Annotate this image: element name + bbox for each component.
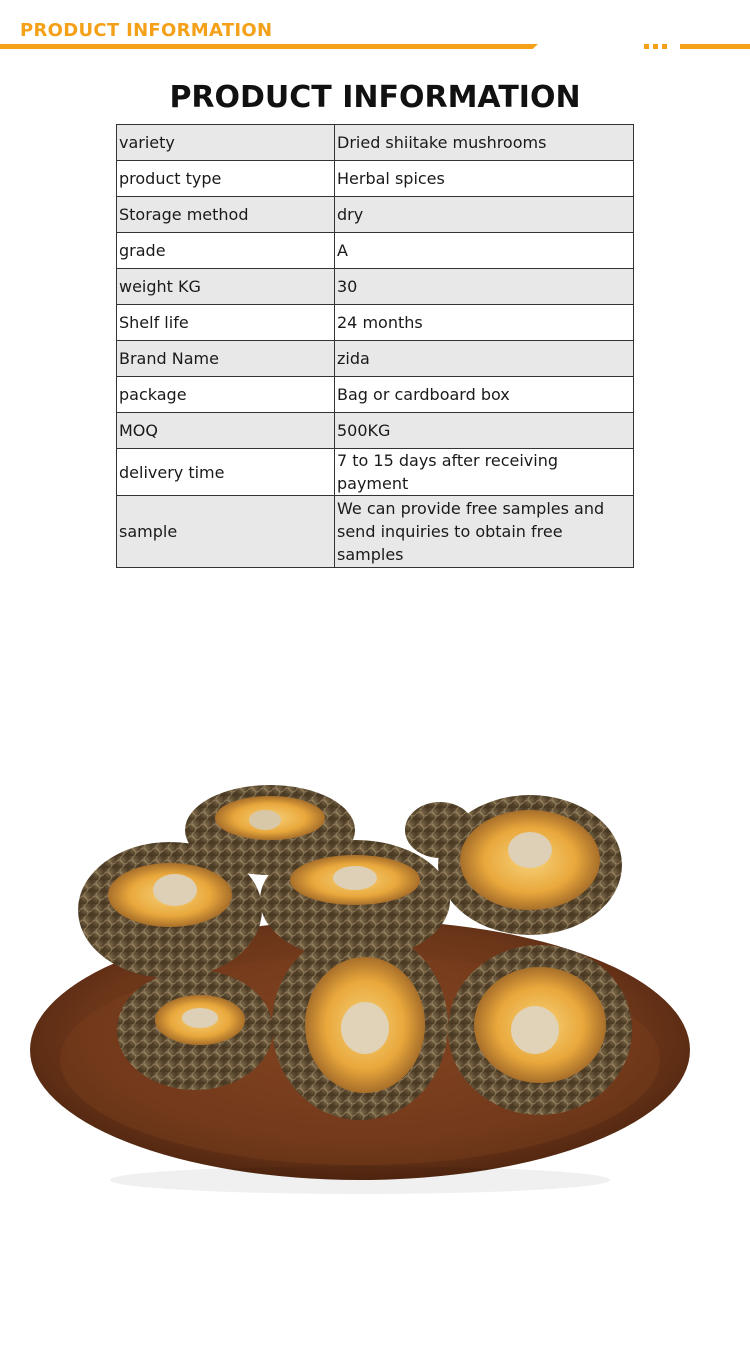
table-row xyxy=(117,341,634,377)
spec-key: variety xyxy=(117,125,335,161)
spec-value: 500KG xyxy=(335,413,634,449)
spec-key: sample xyxy=(117,496,335,568)
table-row xyxy=(117,125,634,161)
table-row xyxy=(117,161,634,197)
page-title: PRODUCT INFORMATION xyxy=(169,80,581,115)
spec-key: delivery time xyxy=(117,449,335,496)
table-row xyxy=(117,496,634,568)
spec-value: 7 to 15 days after receiving payment xyxy=(335,449,634,496)
spec-value: 24 months xyxy=(335,305,634,341)
spec-key: Brand Name xyxy=(117,341,335,377)
spec-key: weight KG xyxy=(117,269,335,305)
header-section-label: PRODUCT INFORMATION xyxy=(20,20,273,41)
spec-value: Herbal spices xyxy=(335,161,634,197)
table-row xyxy=(117,449,634,496)
table-row xyxy=(117,233,634,269)
spec-value: We can provide free samples and send inquiries to obtain free samples xyxy=(335,496,634,568)
table-row xyxy=(117,269,634,305)
mushroom-plate-photo-icon xyxy=(20,760,720,1220)
table-row xyxy=(117,197,634,233)
spec-value: Dried shiitake mushrooms xyxy=(335,125,634,161)
table-row xyxy=(117,305,634,341)
spec-value: A xyxy=(335,233,634,269)
header-accent-bar xyxy=(0,44,538,49)
spec-value: dry xyxy=(335,197,634,233)
spec-key: product type xyxy=(117,161,335,197)
product-spec-table xyxy=(116,124,634,568)
table-row xyxy=(117,413,634,449)
spec-value: 30 xyxy=(335,269,634,305)
spec-key: Shelf life xyxy=(117,305,335,341)
header-accent-bar-right xyxy=(680,44,750,49)
spec-key: grade xyxy=(117,233,335,269)
spec-key: MOQ xyxy=(117,413,335,449)
table-row xyxy=(117,377,634,413)
spec-key: Storage method xyxy=(117,197,335,233)
spec-value: zida xyxy=(335,341,634,377)
spec-value: Bag or cardboard box xyxy=(335,377,634,413)
header-accent-ticks xyxy=(644,44,667,49)
spec-key: package xyxy=(117,377,335,413)
